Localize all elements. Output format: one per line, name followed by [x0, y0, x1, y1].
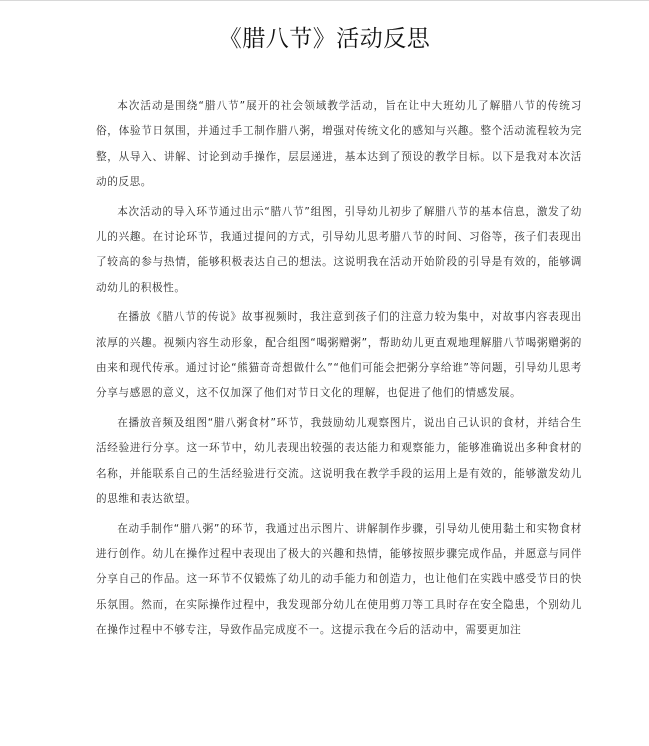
paragraph-5: 在动手制作“腊八粥”的环节，我通过出示图片、讲解制作步骤，引导幼儿使用黏土和实物食材进行创作。幼儿在操作过程中表现出了极大的兴趣和热情，能够按照步骤完成作品，并愿意与同伴分享自己的作品。这一环节不仅锻炼了幼儿的动手能力和创造力，也让他们在实践中感受节日的快乐氛围。然而，在实际操作过程中，我发现部分幼儿在使用剪刀等工具时存在安全隐患，个别幼儿在操作过程中不够专注，导致作品完成度不一。这提示我在今后的活动中，需要更加注: [96, 522, 582, 637]
paragraph-4: 在播放音频及组图“腊八粥食材”环节，我鼓励幼儿观察图片，说出自己认识的食材，并结合生活经验进行分享。这一环节中，幼儿表现出较强的表达能力和观察能力，能够准确说出多种食材的名称，并能联系自己的生活经验进行交流。这说明我在教学手段的运用上是有效的，能够激发幼儿的思维和表达欲望。: [96, 416, 582, 506]
document-title: 《腊八节》活动反思: [218, 26, 431, 52]
paragraph-2: 本次活动的导入环节通过出示“腊八节”组图，引导幼儿初步了解腊八节的基本信息，激发了幼儿的兴趣。在讨论环节，我通过提问的方式，引导幼儿思考腊八节的时间、习俗等，孩子们表现出了较高的参与热情，能够积极表达自己的想法。这说明我在活动开始阶段的引导是有效的，能够调动幼儿的积极性。: [96, 205, 582, 294]
paragraph-3: 在播放《腊八节的传说》故事视频时，我注意到孩子们的注意力较为集中，对故事内容表现出浓厚的兴趣。视频内容生动形象，配合组图“喝粥赠粥”，帮助幼儿更直观地理解腊八节喝粥赠粥的由来和现代传承。通过讨论“熊猫奇奇想做什么”“他们可能会把粥分享给谁”等问题，引导幼儿思考分享与感恩的意义，这不仅加深了他们对节日文化的理解，也促进了他们的情感发展。: [96, 311, 582, 400]
document-body: [96, 94, 582, 644]
paragraph-1: 本次活动是围绕“腊八节”展开的社会领域教学活动，旨在让中大班幼儿了解腊八节的传统习俗，体验节日氛围，并通过手工制作腊八粥，增强对传统文化的感知与兴趣。整个活动流程较为完整，从导入、讲解、讨论到动手操作，层层递进，基本达到了预设的教学目标。以下是我对本次活动的反思。: [96, 100, 582, 189]
